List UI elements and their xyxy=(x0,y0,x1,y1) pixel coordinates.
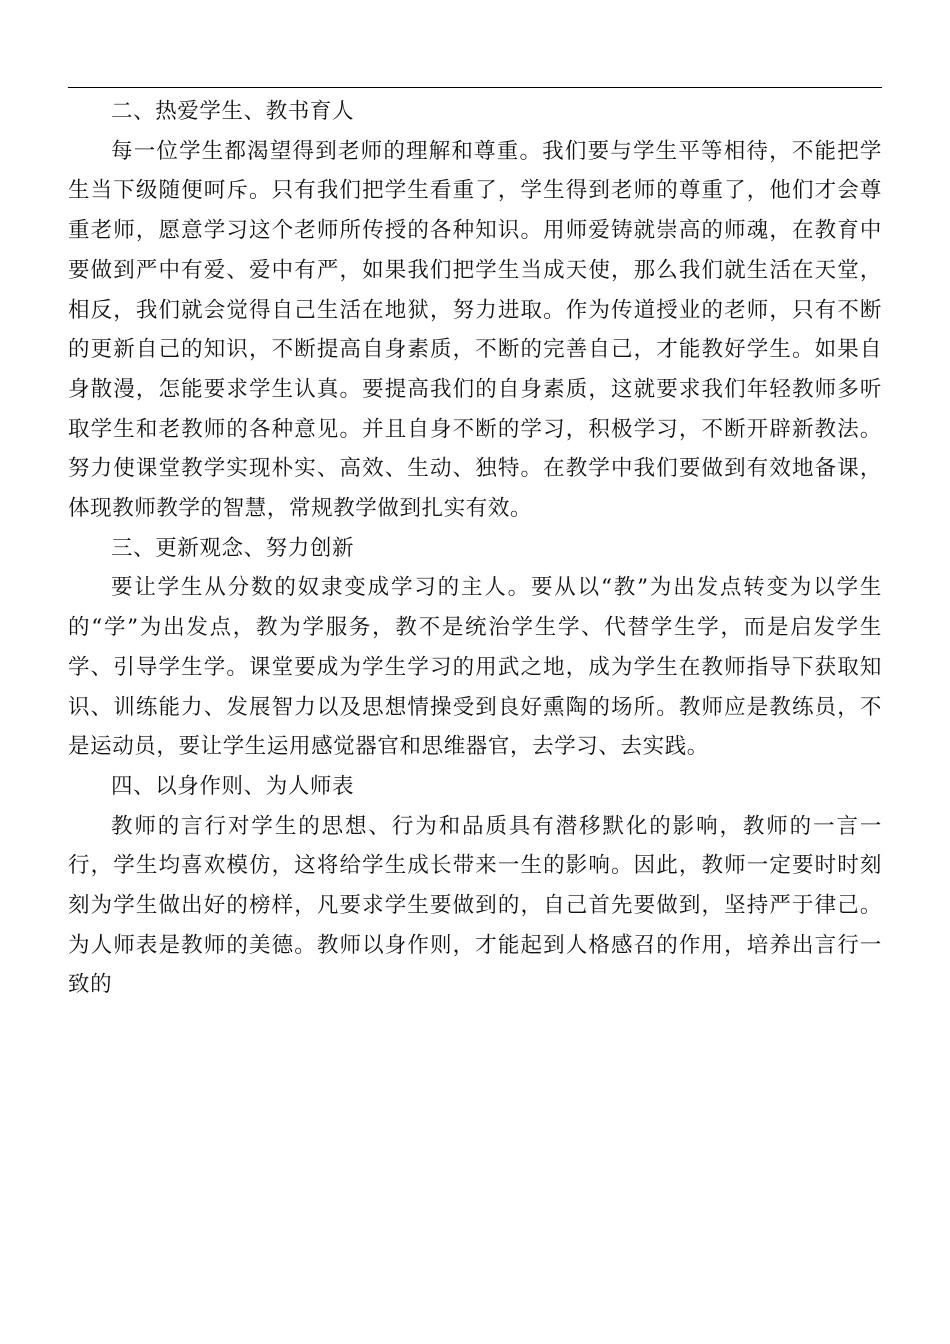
section-heading-3: 三、更新观念、努力创新 xyxy=(111,535,355,561)
section-heading-2: 二、热爱学生、教书育人 xyxy=(111,99,355,124)
section-paragraph-2: 每一位学生都渴望得到老师的理解和尊重。我们要与学生平等相待，不能把学生当下级随便呵斥。只有我们把学生看重了，学生得到老师的尊重了，他们才会尊重老师，愿意学习这个老师所传授的各种知识。用师爱铸就崇高的师魂，在教育中要做到严中有爱、爱中有严，如果我们把学生当成天使，那么我们就生活在天堂，相反，我们就会觉得自己生活在地狱，努力进取。作为传道授业的老师，只有不断的更新自己的知识，不断提高自身素质，不断的完善自己，才能教好学生。如果自身散漫，怎能要求学生认真。要提高我们的自身素质，这就要求我们年轻教师多听取学生和老教师的各种意见。并且自身不断的学习，积极学习，不断开辟新教法。努力使课堂教学实现朴实、高效、生动、独特。在教学中我们要做到有效地备课，体现教师教学的智慧，常规教学做到扎实有效。 xyxy=(68,138,882,522)
section-heading-4: 四、以身作则、为人师表 xyxy=(111,773,355,799)
header-rule xyxy=(68,87,882,88)
section-paragraph-4: 教师的言行对学生的思想、行为和品质具有潜移默化的影响，教师的一言一行，学生均喜欢模仿，这将给学生成长带来一生的影响。因此，教师一定要时时刻刻为学生做出好的榜样，凡要求学生要做到的，自己首先要做到，坚持严于律己。为人师表是教师的美德。教师以身作则，才能起到人格感召的作用，培养出言行一致的 xyxy=(68,813,882,998)
section-paragraph-3: 要让学生从分数的奴隶变成学习的主人。要从以“教”为出发点转变为以学生的“学”为出发点，教为学服务，教不是统治学生学、代替学生学，而是启发学生学、引导学生学。课堂要成为学生学习的用武之地，成为学生在教师指导下获取知识、训练能力、发展智力以及思想情操受到良好熏陶的场所。教师应是教练员，不是运动员，要让学生运用感觉器官和思维器官，去学习、去实践。 xyxy=(68,575,882,760)
document-body xyxy=(68,92,882,1005)
